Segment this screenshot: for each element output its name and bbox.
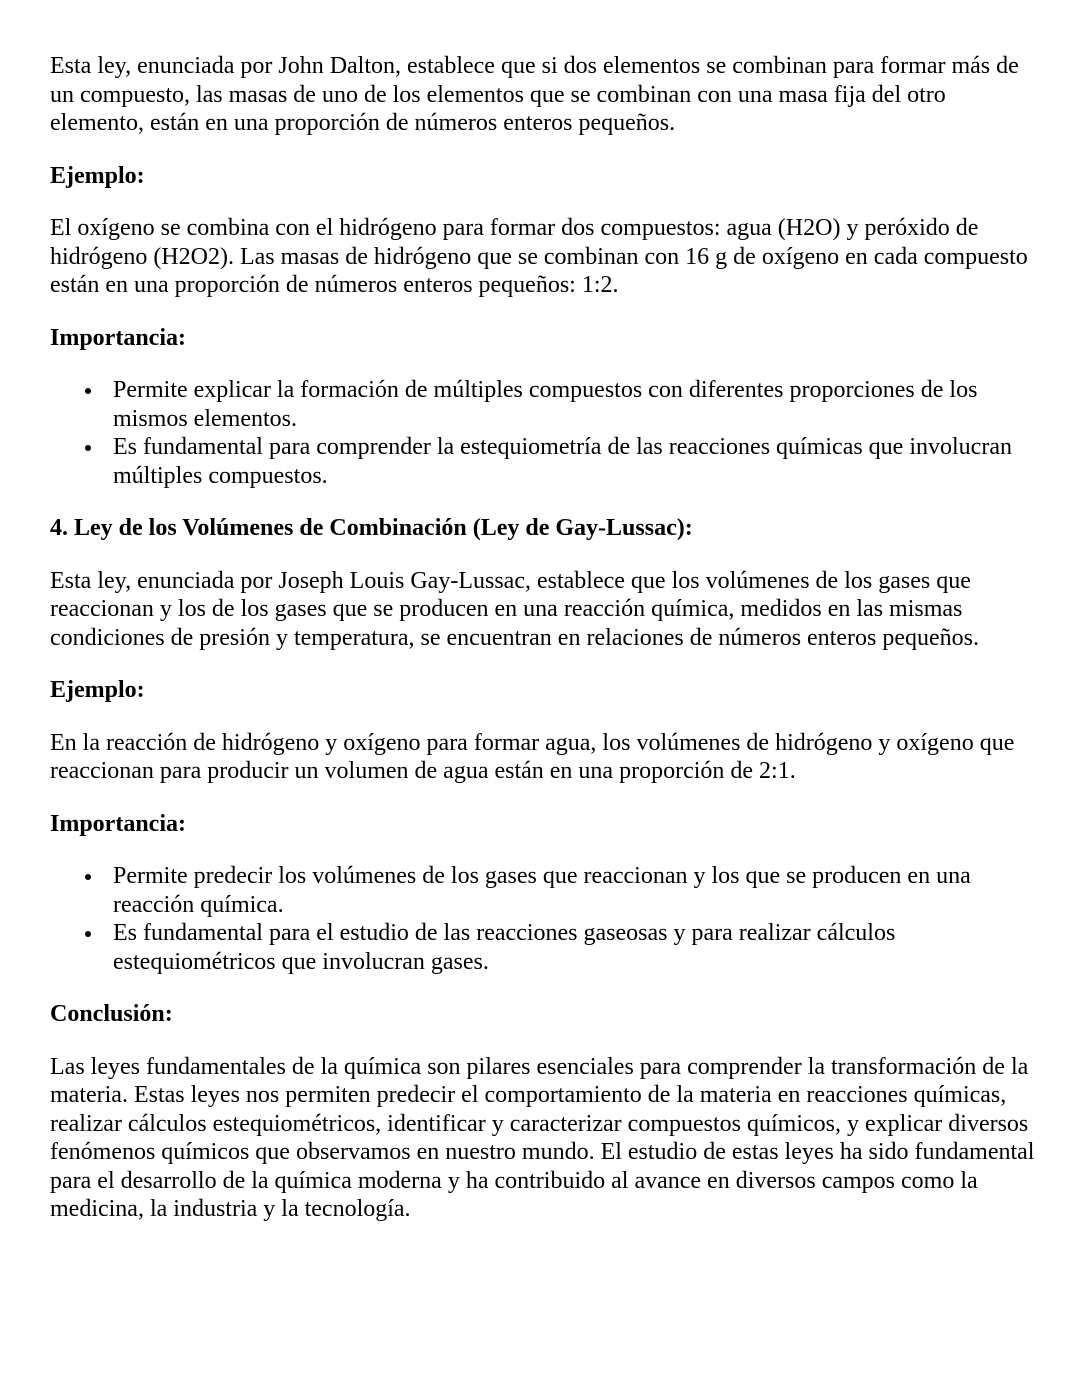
document-page (50, 52, 1040, 1224)
example-text-law4: En la reacción de hidrógeno y oxígeno para formar agua, los volúmenes de hidrógeno y oxígeno que reaccionan para producir un volumen de agua están en una proporción de 2:1. (50, 729, 1015, 784)
list-item: Es fundamental para el estudio de las reacciones gaseosas y para realizar cálculos estequiométricos que involucran gases. (50, 919, 1040, 976)
conclusion-heading: Conclusión: (50, 1001, 173, 1027)
list-item: Permite explicar la formación de múltiples compuestos con diferentes proporciones de los mismos elementos. (50, 376, 1040, 433)
list-item: Es fundamental para comprender la estequiometría de las reacciones químicas que involucran múltiples compuestos. (50, 433, 1040, 490)
importance-heading-law3: Importancia: (50, 324, 186, 351)
importance-list-law3 (50, 376, 1040, 490)
example-heading-law4: Ejemplo: (50, 677, 145, 703)
intro-paragraph: Esta ley, enunciada por John Dalton, establece que si dos elementos se combinan para formar más de un compuesto, las masas de uno de los elementos que se combinan con una masa fija del otro elemento, están en una proporción de números enteros pequeños. (50, 53, 1019, 136)
example-heading-law3: Ejemplo: (50, 162, 145, 189)
section-paragraph-law4: Esta ley, enunciada por Joseph Louis Gay-Lussac, establece que los volúmenes de los gases que reaccionan y los de los gases que se producen en una reacción química, medidos en las mismas condiciones de presión y temperatura, se encuentran en relaciones de números enteros pequeños. (50, 567, 979, 651)
section-heading-law4: 4. Ley de los Volúmenes de Combinación (Ley de Gay-Lussac): (50, 515, 693, 541)
example-text-law3: El oxígeno se combina con el hidrógeno para formar dos compuestos: agua (H2O) y peróxido de hidrógeno (H2O2). Las masas de hidrógeno que se combinan con 16 g de oxígeno en cada compuesto están en una proporción de números enteros pequeños: 1:2. (50, 215, 1028, 298)
conclusion-paragraph: Las leyes fundamentales de la química son pilares esenciales para comprender la transformación de la materia. Estas leyes nos permiten predecir el comportamiento de la materia en reacciones químicas, realizar cálculos estequiométricos, identificar y caracterizar compuestos químicos, y explicar diversos fenómenos químicos que observamos en nuestro mundo. El estudio de estas leyes ha sido fundamental para el desarrollo de la química moderna y ha contribuido al avance en diversos campos como la medicina, la industria y la tecnología. (50, 1053, 1035, 1222)
importance-heading-law4: Importancia: (50, 810, 186, 837)
list-item: Permite predecir los volúmenes de los gases que reaccionan y los que se producen en una reacción química. (50, 862, 1040, 919)
importance-list-law4 (50, 862, 1040, 976)
